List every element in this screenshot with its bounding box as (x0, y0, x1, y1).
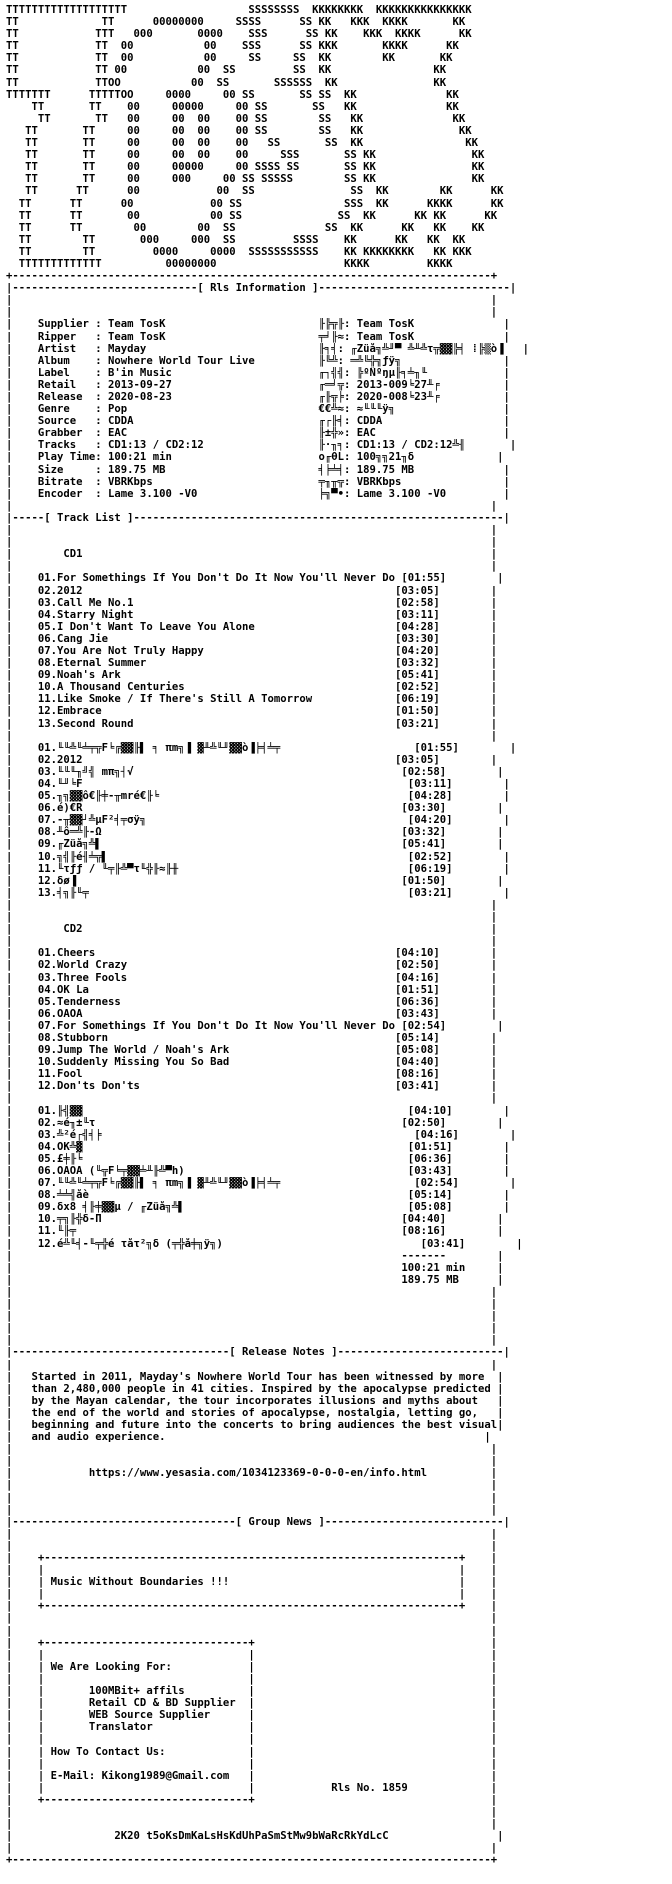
nfo-line: | Grabber : EAC ╟±╬»: EAC | (6, 427, 510, 440)
nfo-line: | | (6, 729, 498, 742)
nfo-line: | 09.Jump The World / Noah's Ark [05:08] | (6, 1044, 498, 1057)
nfo-line: | beginning and future into the concerts to bring audiences the best visual| (6, 1418, 504, 1431)
nfo-line: TT TT 00 00000 00 SSSS SS SS KK KK (6, 161, 485, 174)
nfo-line: | +-----------------------------------------------------------------+ | (6, 1600, 498, 1613)
nfo-line: | Size : 189.75 MB ╡╞╧╡: 189.75 MB | (6, 463, 510, 476)
nfo-line: | | (6, 536, 498, 549)
nfo-line: | 05.I Don't Want To Leave You Alone [04:28] | (6, 620, 498, 633)
nfo-line: | Ripper : Team TosK ╤╛╟≈: Team TosK | (6, 330, 510, 343)
nfo-line: | | (6, 1455, 498, 1468)
nfo-line: | | (6, 1805, 498, 1818)
nfo-line: TT TT 00 00 SS SS KK KK KK KK (6, 221, 485, 234)
nfo-line: | | 100MBit+ affils | | (6, 1685, 498, 1698)
nfo-line: TT TT 00 00 SS SS KK KK KK (6, 52, 453, 65)
nfo-line: | 11.╙τƒƒ / ╙╤╟╩▀τ╙╬╟≈╟╫ [06:19] | (6, 862, 510, 875)
nfo-line: | 10.╗╣╟é╢╧╦▌ [02:52] | (6, 850, 510, 863)
nfo-line: | | | | (6, 1733, 498, 1746)
nfo-line: | Label : B'in Music ╓┐╣╣: ╠ºÑºŋµ╟╕╧╖╙ | (6, 366, 510, 379)
nfo-line: | | (6, 1818, 498, 1831)
nfo-line: | Tracks : CD1:13 / CD2:12 ╟·╖╕: CD1:13 / CD2:12╩╢ | (6, 439, 517, 452)
nfo-line: | | (6, 1310, 498, 1323)
nfo-line: TT TTOO 00 SS SSSSSS KK KK (6, 76, 447, 89)
nfo-line: | | (6, 1539, 498, 1552)
nfo-line: | 04.Starry Night [03:11] | (6, 608, 498, 621)
nfo-line: | | (6, 1285, 498, 1298)
nfo-line: TT TT 00 00000 00 SS SS KK KK (6, 100, 459, 113)
nfo-line: TT TT 00 00 SSS SS KKK KKKK KK (6, 40, 459, 53)
nfo-line: TT TT 00 00 SS SS KK KK (6, 64, 447, 77)
nfo-line: | 03.Three Fools [04:16] | (6, 971, 498, 984)
nfo-line: | | E-Mail: Kikong1989@Gmail.com | | (6, 1769, 498, 1782)
nfo-line: | 01.╟╣▓▓ [04:10] | (6, 1104, 510, 1117)
nfo-line: | | Retail CD & BD Supplier | | (6, 1697, 498, 1710)
nfo-line: | | | Rls No. 1859 | (6, 1781, 498, 1794)
nfo-line: | 13.Second Round [03:21] | (6, 717, 498, 730)
nfo-line: TT TT 00 00 SS SS KK KK KK (6, 185, 504, 198)
nfo-line: | Artist : Mayday ╟╕╡: ╓Züå╗╩╜▀ ╩╨╩τ╦▓▓╠╡ ⁞╠▒ò▐ | (6, 342, 529, 355)
nfo-line: | | (6, 911, 498, 924)
nfo-line: | 04.╙╜╘F [03:11] | (6, 778, 510, 790)
nfo-line: | Album : Nowhere World Tour Live ╟╚╩: ═╩╚╬╗ƒÿ╗ | (6, 354, 510, 367)
nfo-line: | Encoder : Lame 3.100 -V0 ╞╗▀•: Lame 3.100 -V0 | (6, 487, 510, 500)
nfo-line: |-----[ Track List ]----------------------------------------------------------| (6, 511, 510, 524)
nfo-line: | 07.You Are Not Truly Happy [04:20] | (6, 644, 498, 657)
nfo-line: | 08.╧╧╣åè [05:14] | (6, 1189, 510, 1202)
nfo-line: | | (6, 499, 498, 512)
nfo-line: | 11.Like Smoke / If There's Still A Tomorrow [06:19] | (6, 693, 498, 706)
nfo-line: | | (6, 1527, 498, 1540)
nfo-line: |-----------------------------------[ Group News ]----------------------------| (6, 1515, 510, 1528)
nfo-line: | 12.Don'ts Don'ts [03:41] | (6, 1080, 498, 1093)
nfo-line: | 01.╙╙╩╙╧╤╦F╘╔▓▓╟▌ ╕ πm╗▐ ▓╨╩╙╜▓▓ò▐╞╡╧╤ [01:55] | (6, 741, 517, 754)
nfo-line: | | | | (6, 1588, 498, 1601)
nfo-line: | Genre : Pop €€╩≈: ≈╙╙╙ÿ╗ | (6, 403, 510, 416)
nfo-line: | | We Are Looking For: | | (6, 1660, 498, 1673)
nfo-line: TT TT 0000 0000 SSSSSSSSSSS KK KKKKKKKK KK KKK (6, 245, 472, 258)
nfo-line: | | (6, 1612, 498, 1625)
nfo-line: | 05.Tenderness [06:36] | (6, 995, 498, 1008)
nfo-line: | 12.δø▐ [01:50] | (6, 874, 504, 887)
nfo-line: | Source : CDDA ╓┌╟╡: CDDA | (6, 415, 510, 428)
nfo-line: | | (6, 1298, 498, 1311)
nfo-line: | | (6, 1092, 498, 1105)
nfo-line: | 189.75 MB | (6, 1273, 504, 1286)
nfo-line: | 13.╡╗╟╙╤ [03:21] | (6, 886, 510, 899)
nfo-line: |-----------------------------[ Rls Information ]------------------------------| (6, 282, 517, 295)
nfo-line: | 02.2012 [03:05] | (6, 753, 498, 766)
nfo-line: | | (6, 1842, 498, 1855)
nfo-line: | 03.╩²é┌╣╡╞ [04:16] | (6, 1128, 517, 1141)
nfo-line: | | (6, 1443, 498, 1456)
nfo-line: | and audio experience. | (6, 1431, 491, 1444)
nfo-line: | 10.Suddenly Missing You So Bad [04:40] | (6, 1056, 498, 1069)
nfo-line: | +--------------------------------+ | (6, 1793, 498, 1806)
nfo-line: | 10.╤╗╟╬δ-Π [04:40] | (6, 1213, 504, 1226)
nfo-line: | 02.World Crazy [02:50] | (6, 959, 498, 972)
nfo-line: | Supplier : Team TosK ╟╠╦╟: Team TosK | (6, 318, 510, 331)
nfo-line: |----------------------------------[ Release Notes ]--------------------------| (6, 1346, 510, 1359)
nfo-line: | than 2,480,000 people in 41 cities. Inspired by the apocalypse predicted | (6, 1382, 504, 1395)
nfo-line: | Bitrate : VBRKbps ╤╖╥╦: VBRKbps | (6, 475, 510, 488)
nfo-line: | | WEB Source Supplier | | (6, 1709, 498, 1722)
nfo-line: | ------- | (6, 1249, 504, 1262)
nfo-line: TT TT 00000000 SSSS SS KK KKK KKKK KK (6, 16, 466, 29)
nfo-line: | 2K20 t5oKsDmKaLsHsKdUhPaSmStMw9bWaRcRkYdLcC | (6, 1830, 504, 1843)
nfo-line: | | (6, 1358, 498, 1371)
nfo-line: | +--------------------------------+ | (6, 1636, 498, 1649)
nfo-line: | 100:21 min | (6, 1261, 504, 1274)
nfo-line: | 01.For Somethings If You Don't Do It Now You'll Never Do [01:55] | (6, 572, 504, 585)
nfo-line: | | Music Without Boundaries !!! | | (6, 1576, 498, 1589)
nfo-line: | | (6, 1503, 498, 1516)
nfo-line: | Retail : 2013-09-27 ╓═╛╦: 2013-009╘27╨╒ | (6, 378, 510, 391)
nfo-line: TT TT 000 000 SS SSSS KK KK KK KK (6, 233, 466, 246)
nfo-line: | 07.╙╙╩╙╧╤╦F╘╔▓▓╟▌ ╕ πm╗▐ ▓╨╩╙╜▓▓ò▐╞╡╧╤ [02:54] | (6, 1177, 517, 1190)
nfo-line: | https://www.yesasia.com/1034123369-0-0-0-en/info.html | (6, 1467, 498, 1480)
nfo-line: | by the Mayan calendar, the tour incorporates illusions and myths about | (6, 1394, 504, 1407)
nfo-line: TTTTTTTTTTTTT 00000000 KKKK KKKK (6, 257, 453, 270)
nfo-line: +---------------------------------------------------------------------------+ (6, 270, 498, 283)
nfo-line: | | (6, 306, 498, 319)
nfo-line: | 08.╨ô═╩╟-Ω [03:32] | (6, 826, 504, 839)
nfo-line: | Release : 2020-08-23 ╓╟╦╞: 2020-008╘23╨╒ | (6, 391, 510, 403)
nfo-line: | Started in 2011, Mayday's Nowhere World Tour has been witnessed by more | (6, 1370, 504, 1383)
nfo-line: | | (6, 560, 498, 573)
nfo-line: | | (6, 524, 498, 537)
nfo-line: | 06.é)€R [03:30] | (6, 802, 504, 815)
nfo-line: | 11.Fool [08:16] | (6, 1068, 498, 1081)
nfo-line: | CD2 | (6, 923, 498, 936)
nfo-line: +---------------------------------------------------------------------------+ (6, 1854, 498, 1867)
nfo-line: | 08.Stubborn [05:14] | (6, 1031, 498, 1044)
nfo-line: | 08.Eternal Summer [03:32] | (6, 657, 498, 670)
nfo-line: | 03.Call Me No.1 [02:58] | (6, 596, 498, 609)
nfo-line: | 01.Cheers [04:10] | (6, 947, 498, 960)
nfo-line: TT TT 00 000 00 SS SSSSS SS KK KK (6, 173, 485, 186)
nfo-line: TT TT 00 00 00 00 SS SS KK KK (6, 112, 466, 125)
nfo-line: | | (6, 935, 498, 948)
nfo-line: | CD1 | (6, 548, 498, 561)
nfo-line: | | (6, 1334, 498, 1347)
nfo-line: | 06.OAOA (╙╦F╘╤▓▓╧╨╟╩▀h) [03:43] | (6, 1165, 510, 1177)
nfo-line: | 02.2012 [03:05] | (6, 584, 498, 597)
nfo-line: | | Translator | | (6, 1721, 498, 1734)
nfo-line: | | | | (6, 1757, 498, 1770)
nfo-line: | 07.For Somethings If You Don't Do It Now You'll Never Do [02:54] | (6, 1019, 504, 1032)
nfo-line: | 03.╙╙╙╖╝╣ mπ╗┤√ [02:58] | (6, 765, 504, 778)
nfo-line: | 12.é╩╙╡-╙╤╬é τåτ²╗δ (╤╬å╪╗ÿ╗) [03:41] | (6, 1237, 523, 1250)
nfo-line: TT TT 00 00 SS SSS KK KKKK KK (6, 197, 504, 210)
nfo-line: TT TTT 000 0000 SSS SS KK KKK KKKK KK (6, 28, 472, 41)
nfo-line: TT TT 00 00 SS SS KK KK KK KK (6, 209, 498, 222)
nfo-line: TTTTTTT TTTTTOO 0000 00 SS SS SS KK KK (6, 88, 459, 101)
nfo-line: | | | | (6, 1564, 498, 1577)
nfo-line: TT TT 00 00 00 00 SSS SS KK KK (6, 149, 485, 162)
nfo-line: TT TT 00 00 00 00 SS SS KK KK (6, 137, 478, 150)
nfo-line: | 10.A Thousand Centuries [02:52] | (6, 681, 498, 694)
nfo-line: | the end of the world and stories of apocalypse, nostalgia, letting go, | (6, 1406, 504, 1419)
nfo-line: | 06.OAOA [03:43] | (6, 1007, 498, 1020)
nfo-line: | 05.╖╗▓▓ô€╟╪-╥mré€╟╘ [04:28] | (6, 790, 510, 803)
nfo-line: | | (6, 294, 498, 307)
nfo-line: | | (6, 1479, 498, 1492)
nfo-line: | Play Time: 100:21 min ο╓θL: 100╗╗21╖δ | (6, 451, 504, 464)
nfo-line: | 04.OK La [01:51] | (6, 983, 498, 996)
nfo-line: | 09.Noah's Ark [05:41] | (6, 669, 498, 682)
nfo-line: | | (6, 1491, 498, 1504)
nfo-line: | 07.-╥▓▓┘╩µF²╡╤σÿ╗ [04:20] | (6, 814, 510, 827)
nfo-line: | +-----------------------------------------------------------------+ | (6, 1552, 498, 1564)
nfo-line: | 04.OK╩▓ [01:51] | (6, 1140, 510, 1153)
nfo-line: | 09.╓Züå╗╩▌ [05:41] | (6, 838, 504, 851)
nfo-line: | 11.╙╟╤ [08:16] | (6, 1225, 504, 1238)
nfo-line: | | (6, 1624, 498, 1637)
nfo-line: | | (6, 1322, 498, 1335)
nfo-line: | | | | (6, 1648, 498, 1661)
nfo-line: | 05.£╪╟╘ [06:36] | (6, 1152, 510, 1165)
nfo-line: | 06.Cang Jie [03:30] | (6, 632, 498, 645)
nfo-line: | 09.δx8 ╡╟╪▓▓µ / ╓Züå╗╩▌ [05:08] | (6, 1201, 510, 1214)
nfo-line: | | | | (6, 1672, 498, 1685)
nfo-line: TT TT 00 00 00 00 SS SS KK KK (6, 124, 472, 137)
nfo-line: | | (6, 898, 498, 911)
nfo-line: TTTTTTTTTTTTTTTTTTT SSSSSSSS KKKKKKKK KKKKKKKKKKKKKKK (6, 4, 472, 16)
nfo-line: | 02.≈é╖±╙τ [02:50] | (6, 1116, 504, 1129)
nfo-line: | 12.Embrace [01:50] | (6, 705, 498, 718)
nfo-line: | | How To Contact Us: | | (6, 1745, 498, 1758)
